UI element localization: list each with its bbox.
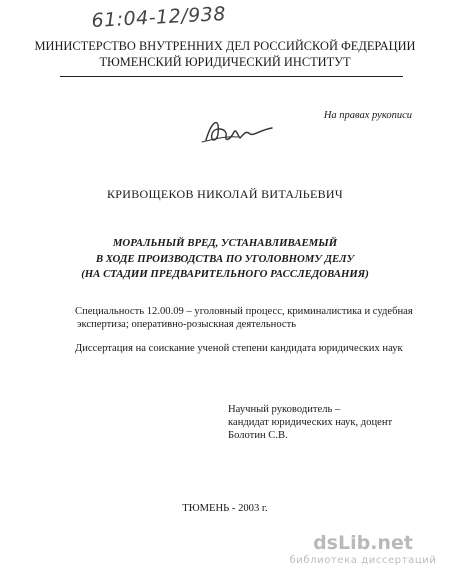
ministry-heading: МИНИСТЕРСТВО ВНУТРЕННИХ ДЕЛ РОССИЙСКОЙ ФЕДЕРАЦИИ: [34, 39, 416, 53]
archive-number-handwritten: 61:04-12/938: [91, 2, 227, 32]
signature-icon: [198, 112, 278, 148]
watermark-logo-suffix: .net: [370, 532, 413, 554]
header-divider: [60, 76, 403, 77]
specialty-line: экспертиза; оперативно-розыскная деятельность: [77, 319, 297, 330]
specialty-block: [75, 305, 415, 331]
manuscript-rights-note: На правах рукописи: [323, 110, 412, 121]
site-watermark: [288, 532, 438, 566]
watermark-subtitle: библиотека диссертаций: [289, 555, 437, 566]
degree-statement: Диссертация на соискание ученой степени кандидата юридических наук: [75, 343, 403, 354]
title-line: МОРАЛЬНЫЙ ВРЕД, УСТАНАВЛИВАЕМЫЙ: [112, 237, 338, 249]
place-and-year: ТЮМЕНЬ - 2003 г.: [182, 503, 268, 514]
specialty-line: Специальность 12.00.09 – уголовный процесс, криминалистика и судебная: [75, 306, 413, 317]
watermark-logo-main: dsLib: [313, 532, 371, 554]
dissertation-title: [0, 236, 450, 283]
supervisor-line: кандидат юридических наук, доцент: [228, 417, 393, 428]
title-line: В ХОДЕ ПРОИЗВОДСТВА ПО УГОЛОВНОМУ ДЕЛУ: [95, 252, 355, 265]
supervisor-line: Болотин С.В.: [228, 430, 288, 441]
author-name: КРИВОЩЕКОВ НИКОЛАЙ ВИТАЛЬЕВИЧ: [107, 187, 343, 201]
institute-heading: ТЮМЕНСКИЙ ЮРИДИЧЕСКИЙ ИНСТИТУТ: [99, 55, 351, 69]
supervisor-line: Научный руководитель –: [228, 404, 341, 415]
watermark-logo: [288, 532, 438, 554]
supervisor-block: [228, 403, 392, 442]
title-line: (НА СТАДИИ ПРЕДВАРИТЕЛЬНОГО РАССЛЕДОВАНИЯ): [81, 268, 369, 280]
